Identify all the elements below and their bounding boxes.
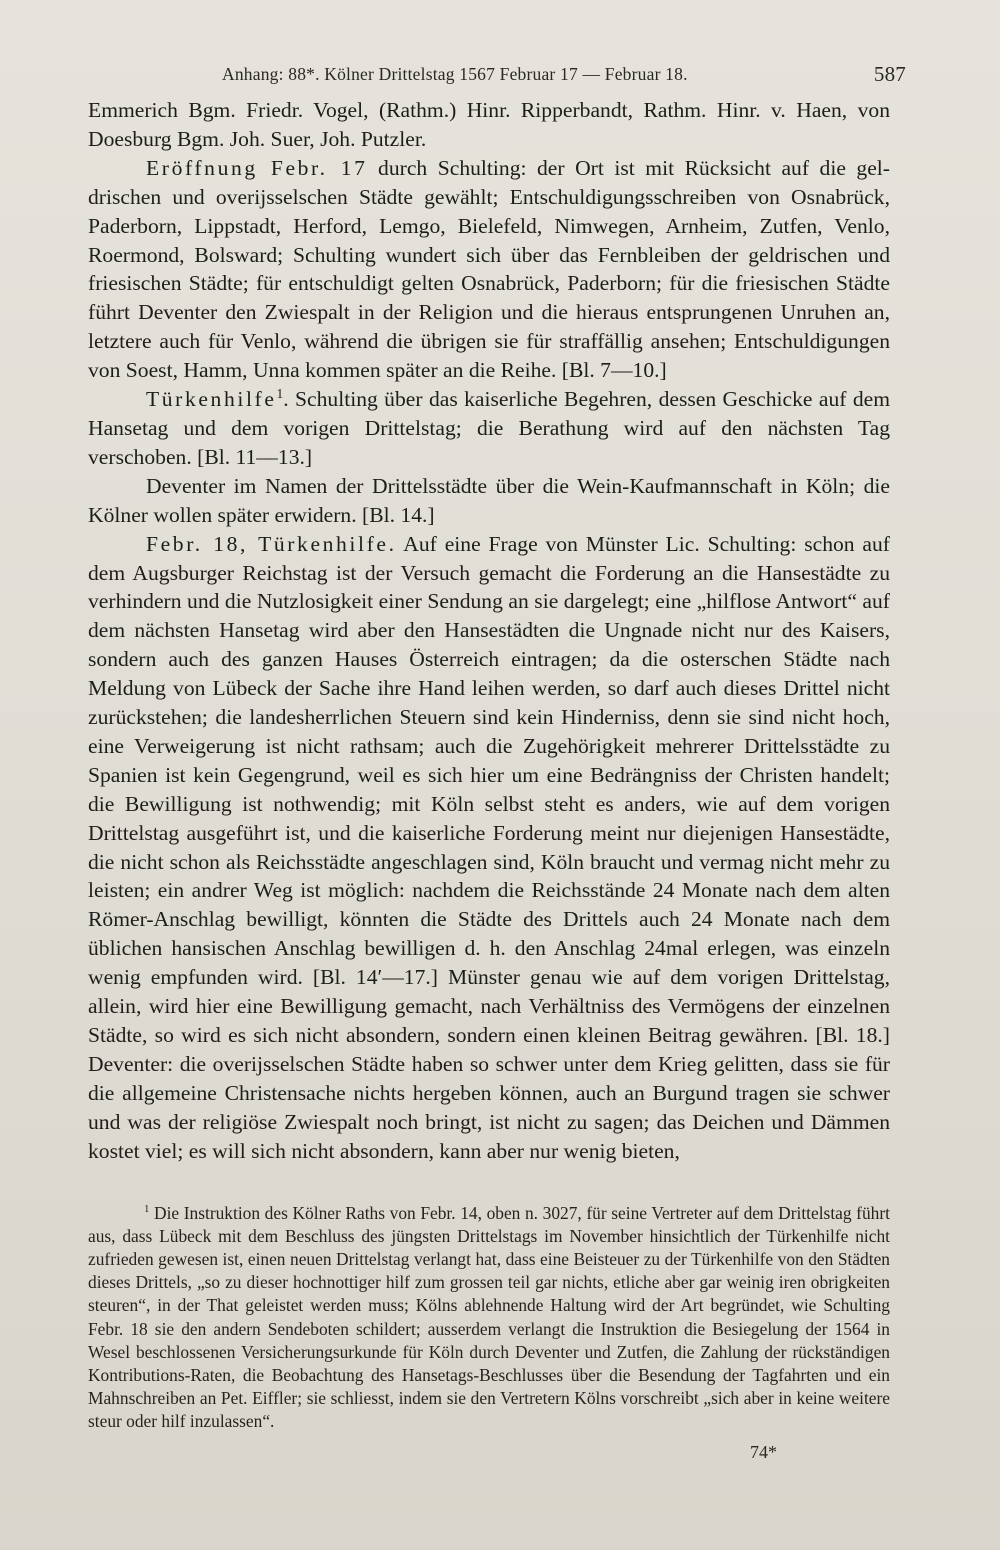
footnote-reference[interactable]: 1 bbox=[276, 385, 284, 401]
paragraph-turkish-aid bbox=[88, 385, 890, 472]
paragraph-opening bbox=[88, 154, 890, 385]
turkish-aid-text: . Schulting über das kaiserliche Begehren, dessen Geschicke auf dem Hansetag und dem vorigen Drittelstag; die Berathung wird auf den nächsten Tag verschoben. [Bl. 11—13.] bbox=[88, 387, 890, 469]
paragraph-deventer: Deventer im Namen der Drittelsstädte über die Wein-Kaufmannschaft in Köln; die Kölner wollen später erwidern. [Bl. 14.] bbox=[88, 473, 890, 527]
running-head-title: Anhang: 88*. Kölner Drittelstag 1567 Februar 17 — Februar 18. bbox=[222, 64, 688, 84]
running-head bbox=[88, 56, 906, 90]
page-number: 587 bbox=[873, 62, 906, 86]
feb-18-text: Auf eine Frage von Münster Lic. Schulting: schon auf dem Augsburger Reichstag ist der Versuch gemacht die Forderung an die Hansestädte zu verhindern und die Nutzlosigkeit einer Sendung an sie dargelegt; eine „hilflose Antwort“ auf dem nächsten Hansetag wird aber den Hansestädten die Ungnade nicht nur des Kaisers, sondern auch des ganzen Hauses Österreich eintragen; da die osterschen Städte nach Meldung von Lübeck der Sache ihre Hand leihen werden, so darf auch dieses Drittel nicht zurückstehen; die landesherrlichen Steuern sind kein Hinderniss, denn sie sind nicht hoch, eine Verweigerung ist nicht rathsam; auch die Zugehörigkeit mehrerer Drittelsstädte zu Spanien ist kein Gegengrund, weil es sich hier um eine Bedrängniss der Christen handelt; die Bewilligung ist nothwendig; mit Köln selbst steht es anders, wie auf dem vorigen Drittelstag ausgeführt ist, und die kaiserliche Forderung meint nur diejenigen Hansestädte, die nicht schon als Reichsstädte angeschlagen sind, Köln braucht und vermag nicht mehr zu leisten; ein andrer Weg ist möglich: nachdem die Reichsstände 24 Monate nach dem alten Römer-Anschlag bewilligt, könnten die Städte des Drittels auch 24 Monate nach dem üblichen hansischen Anschlag bewilligen d. h. den Anschlag 24mal erlegen, was einzeln wenig empfunden wird. [Bl. 14′—17.] Münster genau wie auf dem vorigen Drittelstag, allein, wird hier eine Bewilligung gemacht, nach Verhältniss des Vermögens der einzelnen Städte, so wird es sich nicht absondern, sondern einen kleinen Beitrag gewähren. [Bl. 18.] Deventer: die overijsselschen Städte haben so schwer unter dem Krieg gelitten, dass sie für die allgemeine Christensache nichts hergeben können, auch an Burgund tragen sie schwer und was der religiöse Zwiespalt noch bringt, ist nicht zu sagen; das Deichen und Dämmen kostet viel; es will sich nicht absondern, kann aber nur wenig bieten, bbox=[88, 531, 890, 1163]
footnote-marker: 1 bbox=[144, 1202, 150, 1215]
opening-text: durch Schulting: der Ort ist mit Rücksicht auf die geldrischen und overijsselschen Städte gewählt; Entschuldigungsschreiben von Osnabrück, Paderborn, Lippstadt, Herford, Lemgo, Bielefeld, Nimwegen, Arnheim, Zutfen, Venlo, Roermond, Bolsward; Schulting wundert sich über das Fernbleiben der geldrischen und friesischen Städte; für entschuldigt gelten Osnabrück, Paderborn; für die friesischen Städte führt Deventer den Zwiespalt in der Religion und die hieraus entsprungenen Unruhen an, letztere auch für Venlo, während die übrigen sie für straffällig ansehen; Entschuldigungen von Soest, Hamm, Unna kommen später an die Reihe. [Bl. 7—10.] bbox=[88, 155, 890, 383]
paragraph-feb-18 bbox=[88, 530, 890, 1166]
feb-18-lead: Febr. 18, Türkenhilfe. bbox=[146, 531, 397, 556]
opening-lead: Eröffnung Febr. 17 bbox=[146, 155, 368, 180]
footnote-1 bbox=[88, 1202, 890, 1434]
turkish-aid-lead: Türkenhilfe bbox=[146, 387, 277, 412]
sheet-signature: 74* bbox=[750, 1442, 777, 1462]
paragraph-attendees: Emmerich Bgm. Friedr. Vogel, (Rathm.) Hinr. Ripperbandt, Rathm. Hinr. v. Haen, von Doesburg Bgm. Joh. Suer, Joh. Putzler. bbox=[88, 98, 890, 151]
footnotes bbox=[88, 1202, 890, 1434]
main-text bbox=[88, 96, 890, 1166]
footnote-text: Die Instruktion des Kölner Raths von Febr. 14, oben n. 3027, für seine Vertreter auf dem Drittelstag führt aus, dass Lübeck mit dem Beschluss des jüngsten Drittelstags im November hinsichtlich der Türkenhilfe nicht zufrieden gewesen ist, einen neuen Drittelstag verlangt hat, dass eine Beisteuer zu der Türkenhilfe von den Städten dieses Drittels, „so zu dieser hochnottiger hilf zum grossen teil gar nichts, etliche aber gar weinig iren obrigkeiten steuren“, in der That geleistet werden muss; Kölns ablehnende Haltung wird der Art begründet, wie Schulting Febr. 18 sie den andern Sendeboten schildert; ausserdem verlangt die Instruktion die Besiegelung der 1564 in Wesel beschlossenen Versicherungsurkunde für Köln durch Deventer und Zutfen, die Zahlung der rückständigen Kontributions-Raten, die Beobachtung des Hansetags-Beschlusses über die Besendung der Tagfahrten und ein Mahnschreiben an Pet. Eiffler; sie schliesst, indem sie den Vertretern Kölns vorschreibt „sich aber in keine weitere steur oder hilf inzulassen“. bbox=[88, 1202, 890, 1432]
